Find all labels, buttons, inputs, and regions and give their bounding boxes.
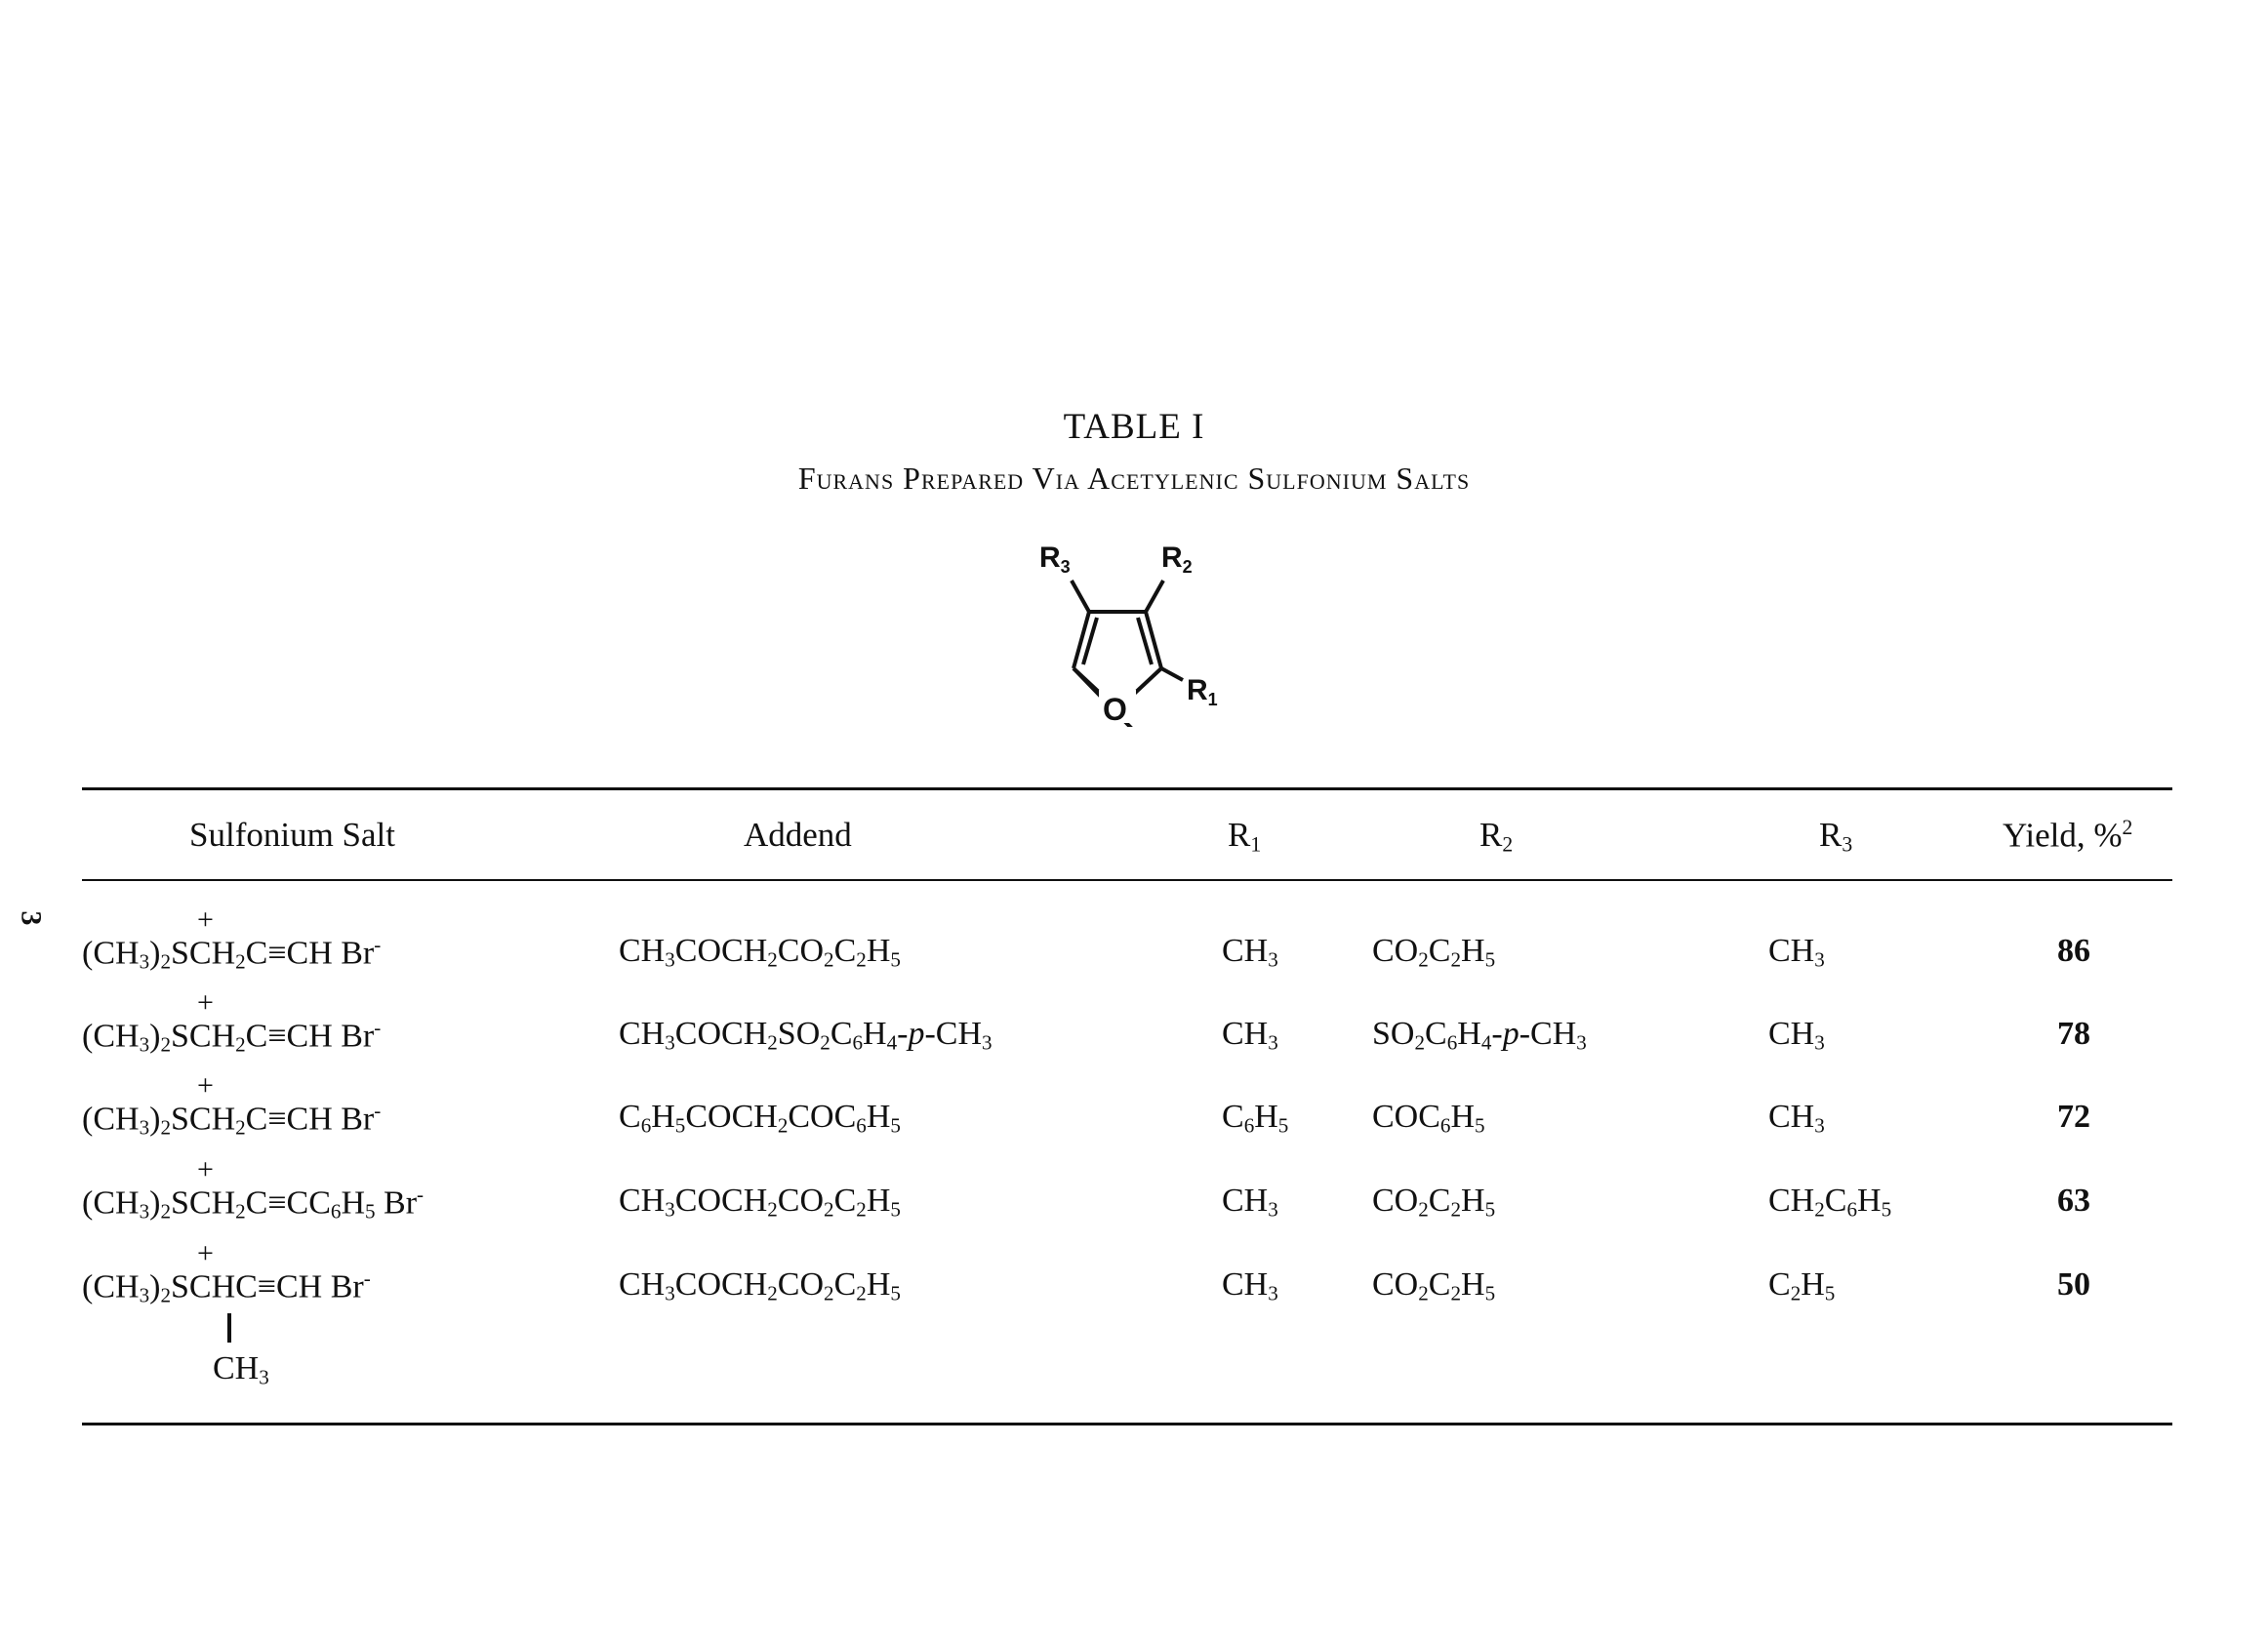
header-r1: $R_1$ bbox=[1228, 816, 1262, 857]
bond-c3-r2 bbox=[1146, 581, 1163, 612]
salt-cell: $(CH_3)_2SCH_2C\equiv CH$ Br- bbox=[82, 1016, 382, 1057]
yield-footnote-marker: 2 bbox=[2122, 816, 2133, 839]
header-yield: Yield, %$^2$ bbox=[2003, 816, 2133, 855]
addend-cell: $CH_3COCH_2CO_2C_2H_5$ bbox=[619, 1183, 901, 1222]
bond-c2-o bbox=[1132, 668, 1161, 696]
table-subtitle: Furans Prepared Via Acetylenic Sulfonium Salts bbox=[797, 461, 1471, 496]
r3-cell: $C_2H_5$ bbox=[1768, 1266, 1836, 1305]
salt-charge-plus: + bbox=[197, 1069, 214, 1102]
addend-cell: $C_6H_5COCH_2COC_6H_5$ bbox=[619, 1099, 901, 1138]
addend-cell: $CH_3COCH_2SO_2C_6H_4-p-CH_3$ bbox=[619, 1016, 992, 1055]
salt-cell: $(CH_3)_2SCH_2C\equiv CH$ Br- bbox=[82, 1099, 382, 1140]
table-bottom-rule bbox=[82, 1423, 2172, 1425]
r2-cell: $CO_2C_2H_5$ bbox=[1372, 933, 1496, 972]
yield-cell: 72 bbox=[2057, 1099, 2090, 1135]
salt-charge-plus: + bbox=[197, 986, 214, 1019]
r1-cell: $CH_3$ bbox=[1222, 1016, 1278, 1055]
table-title: TABLE I bbox=[1063, 407, 1205, 447]
bond-c2-r1 bbox=[1161, 668, 1183, 680]
bond-c5-c4 bbox=[1073, 612, 1089, 668]
bond-c3-c2 bbox=[1146, 612, 1161, 668]
header-r3: $R_3$ bbox=[1819, 816, 1853, 857]
r1-cell: $CH_3$ bbox=[1222, 933, 1278, 972]
addend-cell: $CH_3COCH_2CO_2C_2H_5$ bbox=[619, 1266, 901, 1305]
salt-charge-plus: + bbox=[197, 1153, 214, 1185]
r3-cell: $CH_3$ bbox=[1768, 933, 1825, 972]
salt-charge-plus: + bbox=[197, 903, 214, 936]
header-sulfonium-salt: Sulfonium Salt bbox=[189, 816, 395, 854]
r3-cell: $CH_2C_6H_5$ bbox=[1768, 1183, 1892, 1222]
r2-cell: $SO_2C_6H_4-p-CH_3$ bbox=[1372, 1016, 1587, 1055]
yield-cell: 50 bbox=[2057, 1266, 2090, 1303]
bond-c5-o bbox=[1073, 668, 1103, 696]
header-r2: $R_2$ bbox=[1479, 816, 1514, 857]
r1-cell: $CH_3$ bbox=[1222, 1183, 1278, 1222]
r2-cell: $CO_2C_2H_5$ bbox=[1372, 1266, 1496, 1305]
r2-label: $R_2$ bbox=[1161, 542, 1193, 577]
furan-structure-diagram bbox=[1005, 532, 1249, 727]
r3-cell: $CH_3$ bbox=[1768, 1016, 1825, 1055]
yield-cell: 63 bbox=[2057, 1183, 2090, 1219]
salt-substituent: $CH_3$ bbox=[213, 1350, 269, 1389]
table-top-rule bbox=[82, 787, 2172, 790]
r1-cell: $CH_3$ bbox=[1222, 1266, 1278, 1305]
salt-cell: $(CH_3)_2SCHC\equiv CH$ Br- bbox=[82, 1266, 371, 1307]
r2-cell: $CO_2C_2H_5$ bbox=[1372, 1183, 1496, 1222]
r1-label: $R_1$ bbox=[1187, 674, 1218, 709]
salt-cell: $(CH_3)_2SCH_2C\equiv CC_6H_5$ Br- bbox=[82, 1183, 425, 1224]
r3-cell: $CH_3$ bbox=[1768, 1099, 1825, 1138]
addend-cell: $CH_3COCH_2CO_2C_2H_5$ bbox=[619, 933, 901, 972]
page-number: 3 bbox=[15, 910, 48, 926]
yield-cell: 86 bbox=[2057, 933, 2090, 969]
r3-label: $R_3$ bbox=[1039, 542, 1071, 577]
salt-branch-bond bbox=[227, 1313, 231, 1343]
header-addend: Addend bbox=[744, 816, 852, 854]
oxygen-label: O bbox=[1103, 692, 1127, 727]
r1-cell: $C_6H_5$ bbox=[1222, 1099, 1289, 1138]
bond-c4-r3 bbox=[1072, 581, 1089, 612]
yield-cell: 78 bbox=[2057, 1016, 2090, 1052]
r2-cell: $COC_6H_5$ bbox=[1372, 1099, 1485, 1138]
table-header-rule bbox=[82, 879, 2172, 881]
salt-cell: $(CH_3)_2SCH_2C\equiv CH$ Br- bbox=[82, 933, 382, 974]
salt-charge-plus: + bbox=[197, 1237, 214, 1269]
